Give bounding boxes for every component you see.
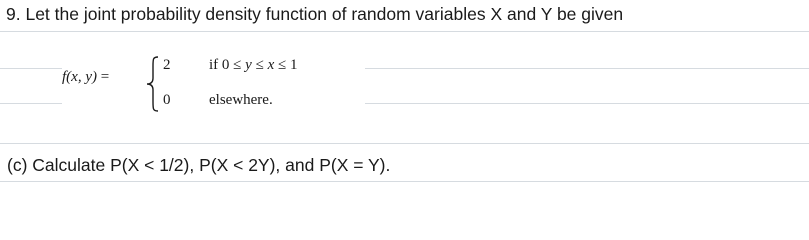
bottom-rule [0, 181, 809, 182]
formula-rule-right-upper [365, 68, 809, 69]
pdf-function-name: f [62, 69, 67, 85]
part-c-statement: (c) Calculate P(X < 1/2), P(X < 2Y), and P(X = Y). [7, 155, 391, 175]
pdf-label [62, 69, 109, 86]
case-1-cond-x: x [267, 57, 275, 73]
top-rule [0, 31, 809, 32]
case-1-cond-mid: ≤ [251, 57, 268, 73]
case-1-cond-suffix: ≤ 1 [274, 57, 298, 73]
formula-rule-left-lower [0, 103, 62, 104]
formula-rule-left-upper [0, 68, 62, 69]
question-statement: 9. Let the joint probability density function of random variables X and Y be given [6, 4, 624, 24]
pdf-equals-sign: = [100, 69, 110, 85]
case-2-condition: elsewhere. [209, 92, 273, 108]
formula-rule-right-lower [365, 103, 809, 104]
case-1-value: 2 [163, 57, 171, 73]
case-2-value: 0 [163, 92, 171, 108]
middle-rule [0, 143, 809, 144]
case-1-cond-prefix: if 0 ≤ [209, 57, 246, 73]
left-brace-icon [146, 56, 160, 112]
pdf-function-args: (x, y) [66, 69, 97, 85]
case-1-cond-y: y [245, 57, 252, 73]
case-1-condition [209, 57, 297, 74]
